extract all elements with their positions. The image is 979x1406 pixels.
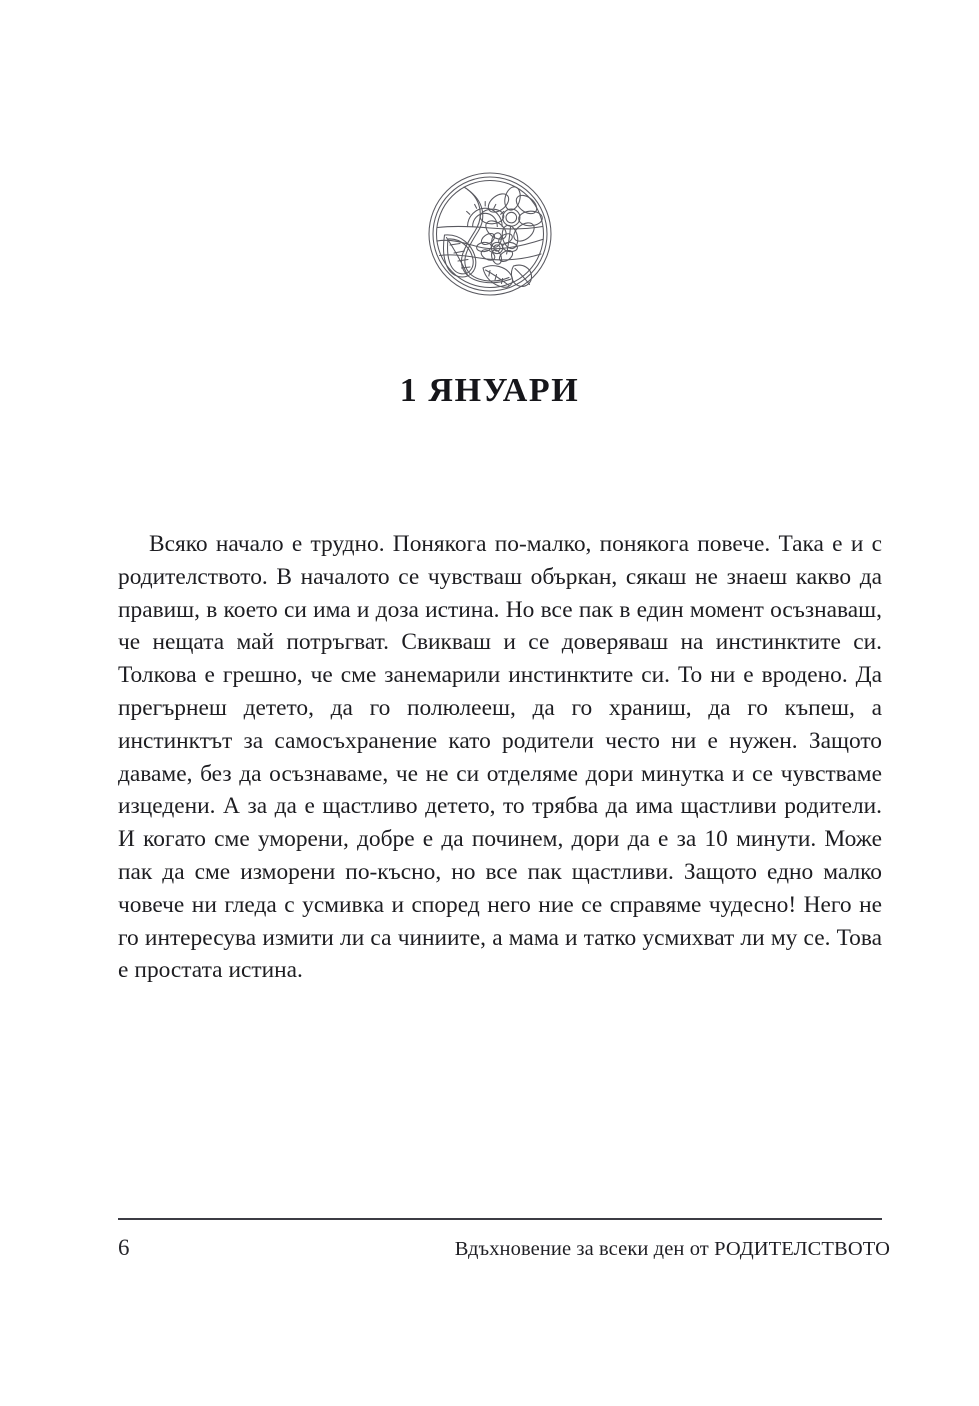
floral-circle-emblem-icon (427, 171, 553, 297)
footer-divider (118, 1218, 882, 1220)
page-number: 6 (118, 1235, 130, 1260)
body-paragraph: Всяко начало е трудно. Понякога по-малко, понякога повече. Така е и с родителството. В началото се чувстваш объркан, сякаш не знаеш какво да правиш, в което си има и доза истина. Но все пак в един момент осъзнаваш, че нещата май потръгват. Свикваш и се доверяваш на инстинктите си. Толкова е грешно, че сме занемарили инстинктите си. То ни е вродено. Да прегърнеш детето, да го полюлееш, да го храниш, да го къпеш, а инстинктът за самосъхранение като родители често ни е нужен. Защото даваме, без да осъзнаваме, че не си отделяме дори минутка и се чувстваме изцедени. А за да е щастливо детето, то трябва да има щастливи родители. И когато сме уморени, добре е да починем, дори да е за 10 минути. Може пак да сме изморени по-късно, но все пак щастливи. Защото едно малко човече ни гледа с усмивка и според него ние се справяме чудесно! Него не го интересува измити ли са чиниите, а мама и татко усмихват ли му се. Това е простата истина. (118, 531, 882, 984)
running-title: Вдъхновение за всеки ден от РОДИТЕЛСТВОТО (454, 1238, 890, 1260)
page-title: 1 ЯНУАРИ (399, 371, 580, 409)
footer (118, 1236, 890, 1260)
emblem-container (0, 171, 979, 297)
body-text-block (118, 528, 882, 987)
